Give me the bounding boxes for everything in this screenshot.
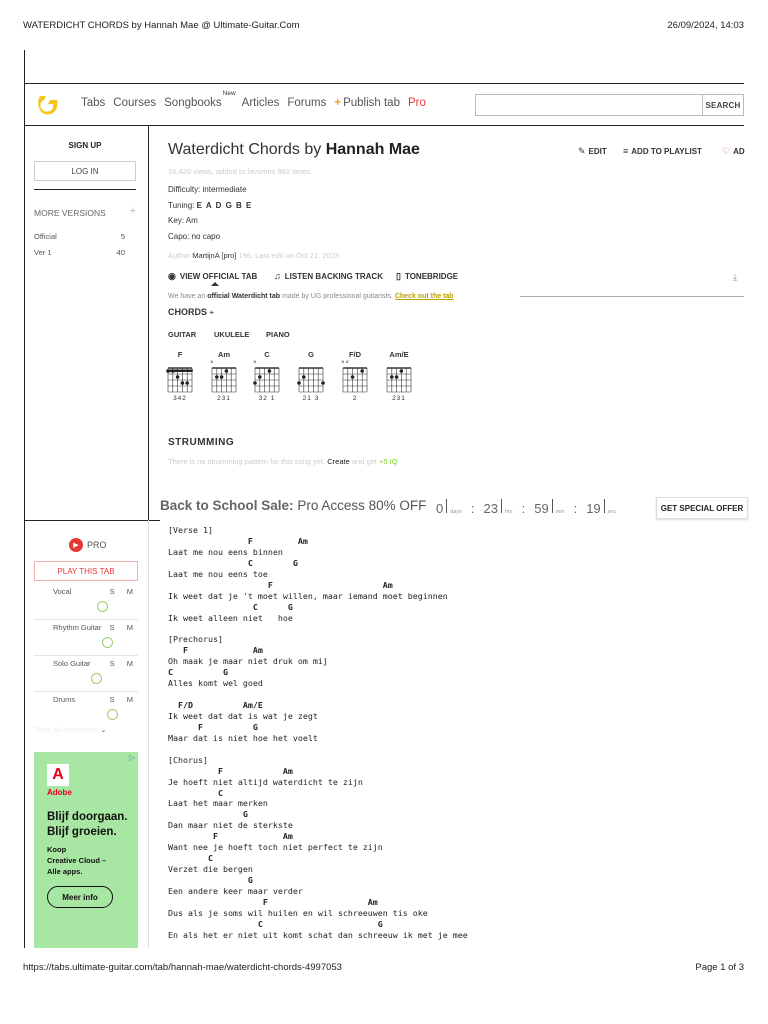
playlist-label: ADD TO PLAYLIST: [631, 146, 702, 156]
chord-line[interactable]: F Am: [168, 579, 393, 590]
chord-line[interactable]: C G: [168, 601, 293, 612]
official-tab-notice: [168, 293, 454, 300]
iq-badge: +5 IQ: [378, 457, 398, 466]
print-header: [23, 20, 744, 31]
version-label: Ver 1: [34, 248, 52, 257]
views-count: 16,420 views, added to favorites 982 times: [168, 167, 311, 176]
adchoices-icon[interactable]: ▷: [128, 753, 135, 762]
frame-left-line: [24, 50, 25, 948]
print-page: Page 1 of 3: [695, 962, 744, 973]
lyric-line: Ik weet dat dat is wat je zegt: [168, 710, 318, 721]
sidebar-separator: [34, 189, 136, 190]
finger-dot: [400, 369, 404, 373]
pencil-icon: ✎: [578, 146, 586, 156]
track-name: Vocal: [53, 587, 72, 596]
notice-pre: We have an: [168, 293, 206, 300]
pedal-icon: ▯: [396, 271, 401, 281]
finger-dot: [321, 381, 325, 385]
caret-up-icon: [211, 282, 219, 286]
finger-numbers: 21 3: [302, 395, 320, 402]
adobe-ad[interactable]: [34, 752, 138, 948]
lyric-line: Dus als je soms wil huilen en wil schreeuwen tis oke: [168, 907, 428, 918]
tonebridge-label: TONEBRIDGE: [404, 272, 459, 281]
lyric-line: [Verse 1]: [168, 525, 213, 535]
countdown-hrs: 23: [483, 501, 498, 516]
check-out-tab-link[interactable]: Check out the tab: [394, 293, 454, 300]
get-special-offer-button[interactable]: GET SPECIAL OFFER: [656, 497, 748, 519]
finger-dot: [360, 369, 364, 373]
author-tail: 196. Last edit on Oct 21, 2023: [238, 251, 339, 260]
track-solo-guitar: [34, 659, 138, 692]
play-this-tab-button[interactable]: PLAY THIS TAB: [34, 561, 138, 581]
chord-line[interactable]: C G: [168, 918, 383, 929]
chord-diagram-am-e[interactable]: [385, 350, 413, 402]
lyric-line: [Chorus]: [168, 754, 208, 765]
new-badge: New: [222, 90, 236, 97]
chord-line[interactable]: F Am: [168, 535, 308, 546]
chord-diagram-am[interactable]: [210, 350, 238, 402]
more-versions-label: MORE VERSIONS: [34, 208, 106, 218]
sidebar-divider-lower: [148, 520, 149, 948]
more-versions-header[interactable]: [34, 205, 136, 218]
chord-line[interactable]: C G: [168, 557, 298, 568]
finger-dot: [176, 375, 180, 379]
nav-publish-label: Publish tab: [343, 97, 400, 109]
chord-name: Am: [217, 350, 231, 359]
finger-numbers: 32 1: [258, 395, 276, 402]
nav-songbooks[interactable]: [164, 90, 236, 109]
barre: [167, 370, 193, 373]
ad-sub-3: Alle apps.: [47, 867, 83, 876]
ad-subline: [47, 844, 106, 877]
ad-headline-1: Blijf doorgaan.: [47, 811, 128, 823]
track-name: Solo Guitar: [53, 659, 91, 668]
playlist-icon: ≡: [623, 146, 629, 156]
show-all-instruments-link[interactable]: [34, 726, 106, 734]
countdown-days-label: days: [450, 509, 462, 515]
pin-icon: ⌖: [209, 308, 215, 317]
chord-line[interactable]: F Am: [168, 831, 293, 842]
finger-dot: [171, 369, 175, 373]
lyric-line: Ik weet alleen niet hoe: [168, 612, 293, 623]
headphones-icon: ♫: [274, 271, 281, 281]
chord-line[interactable]: F Am: [168, 896, 378, 907]
finger-dot: [297, 381, 301, 385]
strumming-notice: [168, 457, 398, 466]
track-name: Drums: [53, 695, 76, 704]
sale-banner: [160, 498, 426, 513]
volume-knob[interactable]: [91, 673, 102, 684]
play-icon: ▶: [69, 538, 83, 552]
lyric-line: Ik weet dat je 't moet willen, maar iemand moet beginnen: [168, 590, 448, 601]
track-rhythm-guitar: [34, 623, 138, 656]
tab-guitar[interactable]: GUITAR: [168, 330, 197, 339]
nav-courses[interactable]: Courses: [113, 97, 157, 109]
countdown-colon: :: [470, 501, 475, 516]
strumming-heading: STRUMMING: [168, 437, 235, 448]
version-item[interactable]: [34, 232, 125, 241]
fretboard: [253, 367, 281, 393]
song-title: [168, 141, 420, 159]
finger-numbers: 2: [352, 395, 358, 402]
chords-heading: [168, 307, 214, 318]
nav-articles[interactable]: Articles: [241, 97, 280, 109]
nav-pro[interactable]: Pro: [407, 97, 426, 109]
download-icon[interactable]: ⤓: [733, 272, 737, 282]
heart-icon: ♡: [722, 146, 731, 156]
log-in-button[interactable]: LOG IN: [34, 161, 136, 181]
show-more-label: Show all instruments: [34, 727, 99, 734]
notice-bold: official Waterdicht tab: [207, 293, 281, 300]
chord-name: F/D: [348, 350, 362, 359]
lyric-line: [168, 623, 468, 634]
muted-strings: [166, 360, 194, 367]
difficulty: Difficulty: intermediate: [168, 185, 247, 194]
pro-badge[interactable]: [69, 538, 107, 552]
countdown-colon: :: [521, 501, 526, 516]
lyric-line: Een andere keer maar verder: [168, 885, 303, 896]
finger-dot: [253, 381, 257, 385]
ad-more-info-button[interactable]: Meer info: [47, 886, 113, 908]
lyric-line: Oh maak je maar niet druk om mij: [168, 656, 328, 667]
finger-dot: [166, 369, 170, 373]
chord-diagram-f[interactable]: [166, 350, 194, 402]
countdown-min: 59: [534, 501, 549, 516]
lyric-line: En als het er niet uit komt schat dan schreeuw ik met je mee: [168, 929, 468, 940]
version-count: 5: [120, 232, 125, 241]
nav-songbooks-label: Songbooks: [164, 97, 222, 109]
muted-strings: ×: [210, 360, 215, 366]
play-circle-icon: ◉: [168, 271, 176, 281]
lyric-line: Dan maar niet de sterkste: [168, 820, 293, 831]
solo-mute-toggle[interactable]: S M: [109, 659, 138, 668]
chord-sheet: [168, 525, 468, 941]
nav-links: [81, 90, 426, 109]
chord-line[interactable]: F Am: [168, 645, 263, 656]
lyric-line: [Prechorus]: [168, 634, 223, 645]
chord-line[interactable]: C G: [168, 667, 228, 678]
ad-sub-2: Creative Cloud –: [47, 856, 107, 865]
countdown-min-label: min: [555, 509, 565, 515]
edit-label: EDIT: [588, 147, 607, 156]
fretboard: [341, 367, 369, 393]
finger-numbers: 342: [173, 395, 187, 402]
countdown-colon: :: [573, 501, 578, 516]
volume-knob[interactable]: [97, 601, 108, 612]
lyric-line: Laat me nou eens toe: [168, 568, 268, 579]
listen-backing-track-button[interactable]: [274, 271, 383, 281]
author-line: [168, 251, 339, 260]
finger-dot: [220, 375, 224, 379]
fretboard: [385, 367, 413, 393]
author-link[interactable]: MartijnA [pro]: [192, 251, 237, 260]
solo-mute-toggle[interactable]: S M: [109, 587, 138, 596]
add-to-playlist-button[interactable]: [623, 146, 702, 156]
version-item[interactable]: [34, 248, 125, 257]
countdown-sec-label: sec: [607, 509, 617, 515]
nav-publish-tab[interactable]: [334, 97, 400, 109]
edit-button[interactable]: [578, 146, 607, 157]
finger-dot: [395, 375, 399, 379]
countdown-separator: [552, 499, 553, 513]
muted-strings: ××: [341, 360, 351, 366]
finger-dot: [181, 381, 185, 385]
nav-forums[interactable]: Forums: [287, 97, 327, 109]
finger-dot: [215, 375, 219, 379]
countdown-days: 0: [436, 501, 444, 516]
finger-numbers: 231: [217, 395, 231, 402]
finger-dot: [351, 375, 355, 379]
print-footer: [23, 962, 744, 973]
ad-headline-2: Blijf groeien.: [47, 826, 117, 838]
sale-text: Pro Access 80% OFF: [297, 498, 427, 513]
view-official-tab-button[interactable]: [168, 271, 257, 282]
chord-line[interactable]: G: [168, 809, 248, 820]
strumming-tail: and get: [351, 457, 377, 466]
volume-knob[interactable]: [107, 709, 118, 720]
solo-mute-toggle[interactable]: S M: [109, 695, 138, 704]
song-title-prefix: Waterdicht Chords by: [168, 141, 322, 158]
track-divider: [34, 619, 138, 620]
finger-dot: [185, 381, 189, 385]
chord-name: G: [308, 350, 314, 359]
notice-mid: made by UG professional guitarists.: [282, 293, 393, 300]
lyric-line: Verzet die bergen: [168, 864, 253, 875]
lyric-line: Laat het maar merken: [168, 798, 268, 809]
key: Key: Am: [168, 216, 198, 225]
lyric-line: [168, 689, 468, 700]
search-button[interactable]: SEARCH: [703, 94, 744, 116]
pro-label: PRO: [87, 540, 107, 550]
muted-strings: ×: [253, 360, 258, 366]
chevron-down-icon: ⌄: [100, 727, 107, 734]
tuning-value: E A D G B E: [196, 201, 253, 210]
author-label: Author: [168, 251, 191, 260]
chord-name: Am/E: [389, 350, 409, 359]
chord-line[interactable]: C: [168, 787, 223, 798]
countdown-sec: 19: [586, 501, 601, 516]
sale-bold: Back to School Sale:: [160, 498, 294, 513]
print-date: 26/09/2024, 14:03: [667, 20, 744, 31]
ad-headline: [47, 810, 128, 840]
chord-name: C: [264, 350, 270, 359]
tuning-label: Tuning:: [168, 201, 195, 210]
strumming-text: There is no strumming pattern for this song yet.: [168, 457, 326, 466]
backing-label: LISTEN BACKING TRACK: [284, 271, 383, 281]
favorite-label: AD: [733, 147, 745, 156]
finger-dot: [258, 375, 262, 379]
plus-icon: +: [334, 97, 342, 109]
finger-dot: [225, 369, 229, 373]
chord-line[interactable]: F/D Am/E: [168, 700, 263, 710]
chord-diagram-g[interactable]: [297, 350, 325, 402]
sign-up-link[interactable]: SIGN UP: [68, 141, 102, 150]
fretboard: [166, 367, 194, 393]
chord-line[interactable]: F Am: [168, 765, 293, 776]
chord-line[interactable]: F G: [168, 721, 258, 732]
chord-line[interactable]: C: [168, 853, 213, 864]
tonebridge-button[interactable]: [396, 271, 458, 282]
volume-knob[interactable]: [102, 637, 113, 648]
lyric-line: [168, 744, 468, 755]
finger-dot: [268, 369, 272, 373]
artist-link[interactable]: Hannah Mae: [325, 141, 420, 158]
track-divider: [34, 655, 138, 656]
countdown-hrs-label: hrs: [504, 509, 513, 515]
chords-heading-label: CHORDS: [168, 307, 208, 317]
ug-logo-icon[interactable]: [37, 92, 59, 116]
tools-separator: [520, 296, 744, 297]
lyric-line: Want nee je hoeft toch niet perfect te zijn: [168, 842, 383, 853]
capo: Capo: no capo: [168, 232, 221, 241]
solo-mute-toggle[interactable]: S M: [109, 623, 138, 632]
track-vocal: [34, 587, 138, 620]
track-name: Rhythm Guitar: [53, 623, 102, 632]
top-nav: [24, 84, 744, 126]
tuning: [168, 201, 252, 210]
sale-divider: [24, 520, 160, 521]
muted-strings: [385, 360, 413, 367]
print-title: WATERDICHT CHORDS by Hannah Mae @ Ultimate-Guitar.Com: [23, 20, 300, 31]
chord-line[interactable]: G: [168, 875, 253, 885]
lyric-line: Je hoeft niet altijd waterdicht te zijn: [168, 776, 363, 787]
version-count: 40: [116, 248, 125, 257]
ad-brand: Adobe: [47, 788, 72, 797]
print-url: https://tabs.ultimate-guitar.com/tab/hannah-mae/waterdicht-chords-4997053: [23, 962, 342, 973]
create-strumming-link[interactable]: Create: [327, 457, 350, 466]
countdown-separator: [604, 499, 605, 513]
tab-piano[interactable]: PIANO: [266, 330, 290, 339]
lyric-line: Alles komt wel goed: [168, 678, 263, 689]
finger-dot: [302, 375, 306, 379]
finger-numbers: 231: [392, 395, 406, 402]
tab-ukulele[interactable]: UKULELE: [214, 330, 250, 339]
countdown-separator: [446, 499, 447, 513]
lyric-line: Laat me nou eens binnen: [168, 546, 283, 557]
plus-icon: +: [129, 205, 136, 217]
adobe-logo-icon: A: [47, 764, 69, 786]
ad-sub-1: Koop: [47, 845, 67, 854]
chord-diagram-c[interactable]: [253, 350, 281, 402]
chord-diagram-f-d[interactable]: [341, 350, 369, 402]
countdown: [436, 499, 616, 516]
nav-tabs[interactable]: Tabs: [81, 97, 106, 109]
muted-strings: [297, 360, 325, 367]
chord-name: F: [177, 350, 183, 359]
track-divider: [34, 691, 138, 692]
official-label: VIEW OFFICIAL TAB: [179, 272, 258, 281]
version-label: Official: [34, 232, 57, 241]
track-drums: [34, 695, 138, 720]
countdown-separator: [501, 499, 502, 513]
sidebar-divider: [148, 125, 149, 520]
favorite-button[interactable]: [722, 146, 745, 157]
finger-dot: [390, 375, 394, 379]
search-input[interactable]: [475, 94, 703, 116]
lyric-line: Maar dat is niet hoe het voelt: [168, 732, 318, 743]
fretboard: [297, 367, 325, 393]
fretboard: [210, 367, 238, 393]
